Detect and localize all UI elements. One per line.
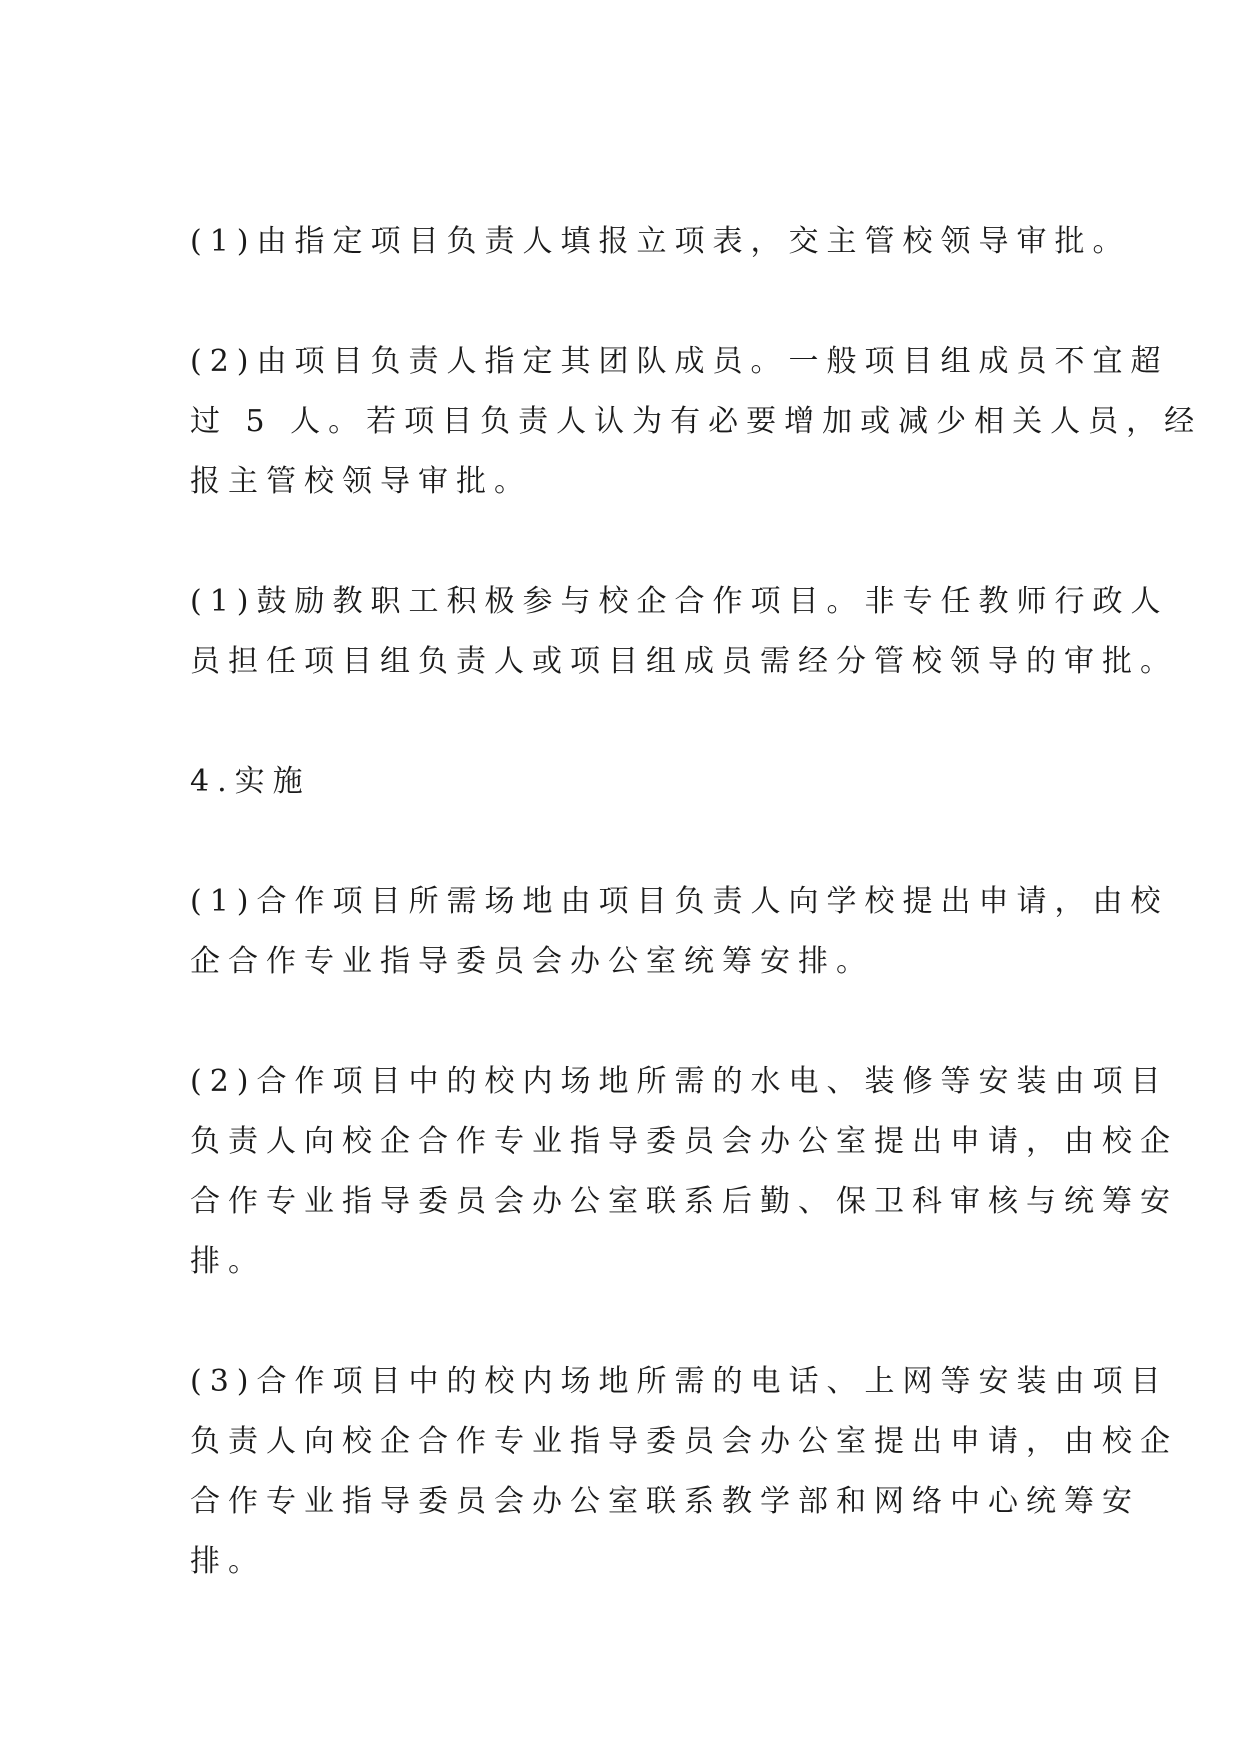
heading-text: 4.实施 — [190, 764, 311, 799]
text-line: (1)鼓励教职工积极参与校企合作项目。非专任教师行政人 — [190, 584, 1169, 619]
text-line: (3)合作项目中的校内场地所需的电话、上网等安装由项目 — [190, 1364, 1169, 1399]
document-body — [190, 212, 1203, 1652]
paragraph-utilities-renovation — [190, 1052, 1178, 1292]
text-line: 过 5 人。若项目负责人认为有必要增加或减少相关人员，经 — [190, 404, 1203, 439]
text-line: (2)由项目负责人指定其团队成员。一般项目组成员不宜超 — [190, 344, 1169, 379]
text-line: 排。 — [190, 1244, 266, 1279]
paragraph-approval — [190, 212, 1131, 272]
text-line: 排。 — [190, 1544, 266, 1579]
section-heading-implementation — [190, 752, 1070, 812]
paragraph-team-members — [190, 332, 1203, 512]
text-line: 负责人向校企合作专业指导委员会办公室提出申请，由校企 — [190, 1424, 1178, 1459]
text-line: (1)由指定项目负责人填报立项表，交主管校领导审批。 — [190, 224, 1131, 259]
paragraph-venue-application — [190, 872, 1169, 992]
text-line: 企合作专业指导委员会办公室统筹安排。 — [190, 944, 874, 979]
text-line: 报主管校领导审批。 — [190, 464, 532, 499]
text-line: 员担任项目组负责人或项目组成员需经分管校领导的审批。 — [190, 644, 1178, 679]
paragraph-phone-network — [190, 1352, 1178, 1592]
text-line: 合作专业指导委员会办公室联系后勤、保卫科审核与统筹安 — [190, 1184, 1178, 1219]
text-line: (2)合作项目中的校内场地所需的水电、装修等安装由项目 — [190, 1064, 1169, 1099]
paragraph-staff-participation — [190, 572, 1178, 692]
text-line: 负责人向校企合作专业指导委员会办公室提出申请，由校企 — [190, 1124, 1178, 1159]
text-line: (1)合作项目所需场地由项目负责人向学校提出申请，由校 — [190, 884, 1169, 919]
text-line: 合作专业指导委员会办公室联系教学部和网络中心统筹安 — [190, 1484, 1140, 1519]
